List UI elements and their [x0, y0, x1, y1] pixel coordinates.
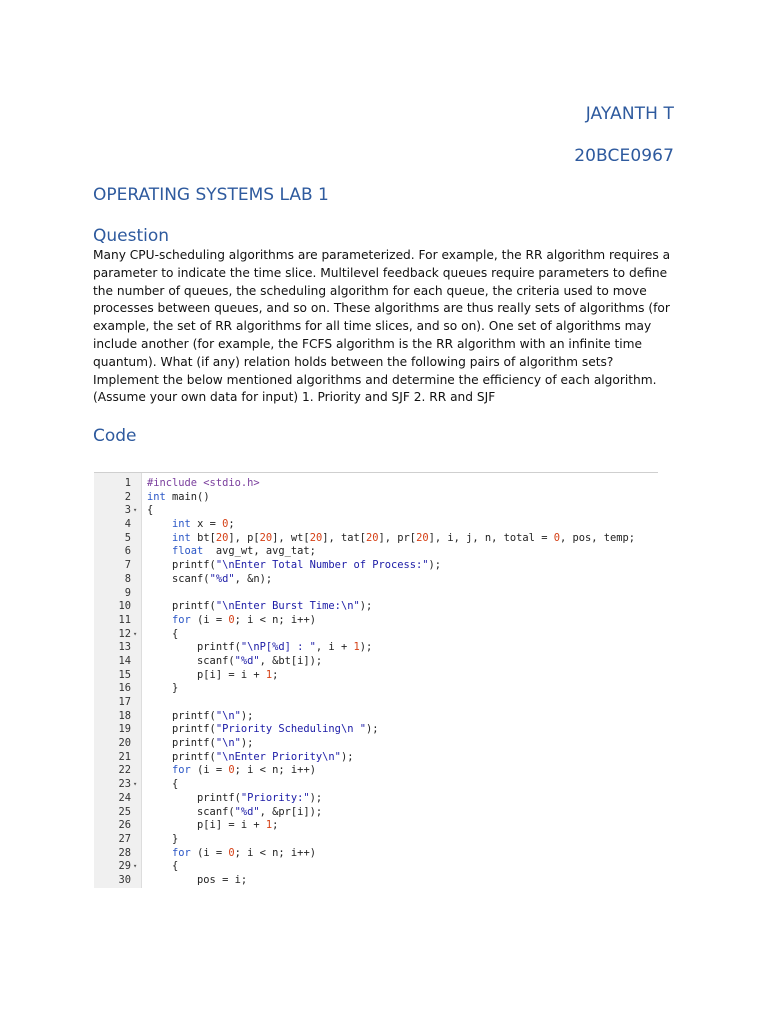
line-number: 9	[124, 586, 131, 599]
line-number: 19	[118, 723, 131, 736]
question-text: Many CPU-scheduling algorithms are parameterized. For example, the RR algorithm requires a parameter to indicate the time slice. Multilevel feedback queues require parameters to define the number of queues, the scheduling algorithm for each queue, the criteria used to move processes between queues, and so on. These algorithms are thus really sets of algorithms (for example, the set of RR algorithms for all time slices, and so on). One set of algorithms may include another (for example, the FCFS algorithm is the RR algorithm with an infinite time quantum). What (if any) relation holds between the following pairs of algorithm sets? Implement the below mentioned algorithms and determine the efficiency of each algorithm. (Assume your own data for input) 1. Priority and SJF 2. RR and SJF	[93, 248, 671, 405]
code-text: for (i = 0; i < n; i++)	[172, 846, 316, 859]
code-text: printf("\nEnter Burst Time:\n");	[147, 600, 373, 613]
code-text: printf("\nEnter Total Number of Process:");	[147, 559, 442, 572]
line-number: 8	[124, 572, 131, 585]
code-screenshot	[94, 472, 658, 888]
code-text: printf("\nEnter Priority\n");	[147, 750, 354, 763]
code-line	[94, 778, 658, 792]
code-line	[94, 504, 658, 518]
code-text: float avg_wt, avg_tat;	[172, 545, 316, 558]
code-line	[94, 764, 658, 778]
line-number: 28	[118, 846, 131, 859]
code-line	[94, 860, 658, 874]
question-heading: Question	[93, 226, 170, 246]
code-text: p[i] = i + 1;	[147, 819, 279, 832]
code-line	[94, 587, 658, 601]
code-line	[94, 751, 658, 765]
line-number: 17	[118, 696, 131, 708]
fold-toggle-icon[interactable]: ▾	[133, 780, 138, 789]
line-number: 2	[124, 490, 131, 503]
code-line	[94, 710, 658, 724]
code-line	[94, 696, 658, 710]
line-number: 20	[118, 737, 131, 750]
code-text: }	[147, 832, 179, 845]
code-line	[94, 847, 658, 861]
author-id: 20BCE0967	[574, 146, 674, 166]
code-text: for (i = 0; i < n; i++)	[172, 764, 316, 777]
line-number: 15	[118, 668, 131, 681]
line-number: 30	[118, 873, 131, 886]
code-text: p[i] = i + 1;	[147, 668, 279, 681]
code-text: {	[147, 627, 179, 640]
line-number: 29	[118, 860, 131, 873]
code-text: scanf("%d", &bt[i]);	[147, 654, 323, 667]
line-number: 14	[118, 654, 131, 667]
code-text: int main()	[147, 490, 210, 503]
code-line	[94, 723, 658, 737]
code-text: #include <stdio.h>	[147, 477, 260, 489]
code-line	[94, 833, 658, 847]
code-line	[94, 682, 658, 696]
code-text: {	[147, 778, 179, 791]
line-number: 6	[124, 545, 131, 558]
code-line	[94, 518, 658, 532]
code-line	[94, 874, 658, 888]
line-number: 16	[118, 682, 131, 695]
code-text: printf("Priority:");	[147, 791, 323, 804]
code-line	[94, 737, 658, 751]
code-line	[94, 792, 658, 806]
code-text: scanf("%d", &n);	[147, 572, 273, 585]
code-heading: Code	[93, 426, 137, 446]
line-number: 11	[118, 613, 131, 626]
line-number: 3	[124, 504, 131, 517]
code-text: int bt[20], p[20], wt[20], tat[20], pr[20], i, j, n, total = 0, pos, temp;	[172, 531, 636, 544]
code-line	[94, 491, 658, 505]
code-text: for (i = 0; i < n; i++)	[172, 613, 316, 626]
code-text: pos = i;	[147, 873, 248, 886]
fold-toggle-icon[interactable]: ▾	[133, 506, 138, 515]
code-line	[94, 600, 658, 614]
author-name: JAYANTH T	[585, 104, 674, 124]
code-text: scanf("%d", &pr[i]);	[147, 805, 323, 818]
line-number: 21	[118, 750, 131, 763]
code-line	[94, 819, 658, 833]
line-number: 25	[118, 805, 131, 818]
code-line	[94, 559, 658, 573]
line-number: 27	[118, 832, 131, 845]
line-number: 10	[118, 600, 131, 613]
code-line	[94, 477, 658, 491]
code-text: {	[147, 504, 154, 517]
code-text: }	[147, 682, 179, 695]
line-number: 26	[118, 819, 131, 832]
code-text: printf("Priority Scheduling\n ");	[147, 723, 379, 736]
line-number: 7	[124, 559, 131, 572]
code-line	[94, 806, 658, 820]
code-line	[94, 545, 658, 559]
code-frame-border	[94, 472, 658, 473]
line-number: 13	[118, 641, 131, 654]
code-line	[94, 669, 658, 683]
line-number: 4	[124, 518, 131, 531]
code-line	[94, 614, 658, 628]
code-line	[94, 628, 658, 642]
code-line	[94, 532, 658, 546]
code-text: int x = 0;	[172, 518, 235, 531]
code-lines	[94, 477, 658, 888]
line-number: 1	[124, 477, 131, 489]
fold-toggle-icon[interactable]: ▾	[133, 862, 138, 871]
code-line	[94, 641, 658, 655]
line-number: 5	[124, 531, 131, 544]
line-number: 18	[118, 709, 131, 722]
code-text: printf("\n");	[147, 737, 254, 750]
document-title: OPERATING SYSTEMS LAB 1	[93, 185, 329, 205]
code-line	[94, 655, 658, 669]
line-number: 24	[118, 791, 131, 804]
line-number: 22	[118, 764, 131, 777]
code-text: {	[147, 860, 179, 873]
fold-toggle-icon[interactable]: ▾	[133, 629, 138, 638]
code-line	[94, 573, 658, 587]
code-text: printf("\n");	[147, 709, 254, 722]
line-number: 23	[118, 778, 131, 791]
code-text: printf("\nP[%d] : ", i + 1);	[147, 641, 373, 654]
line-number: 12	[118, 627, 131, 640]
